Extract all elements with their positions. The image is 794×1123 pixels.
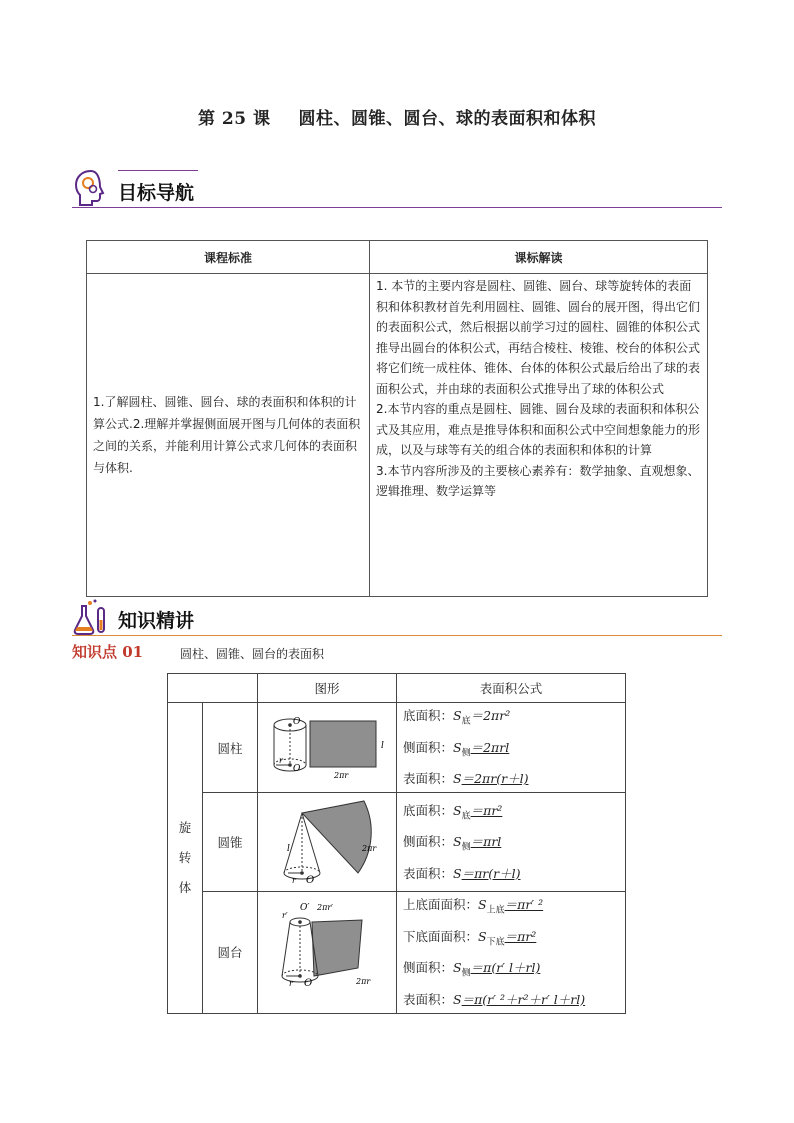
label-o-top: O′ [300,903,310,914]
label-r: r [292,876,296,885]
knowledge-point-label: 知识点 01 [72,643,144,661]
formula-symbol: S [453,834,462,849]
formula-symbol: S [453,991,462,1007]
formula-label: 底面积： [403,802,454,818]
standards-table [86,240,708,597]
formula-label: 表面积： [403,865,454,881]
formula-symbol: S [478,897,487,912]
formula-symbol: S [453,960,462,975]
label-r-top: r′ [282,911,288,921]
formula-subscript: 底 [461,716,471,727]
formula-value: ＝πr² [470,802,503,818]
header-figure: 图形 [258,674,397,703]
section-divider [72,207,722,208]
formula-label: 下底面面积： [403,928,479,944]
head-gears-icon [72,168,110,208]
formula-subscript: 侧 [461,968,471,979]
header-empty [168,674,258,703]
formula-subscript: 底 [461,811,471,821]
formula-value: ＝2πr(r＋l) [461,771,529,786]
group-label-char: 体 [178,879,192,895]
label-o: O [304,978,313,990]
flask-icon [72,598,112,636]
label-circumference: 2πr [356,977,371,987]
formula-symbol: S [453,771,462,786]
formula-value: ＝2πrl [470,739,510,755]
formula-value: ＝πr′ ² [504,897,544,912]
label-circumference-top: 2πr′ [317,903,333,913]
interpretation-p2: 2.本节内容的重点是圆柱、圆锥、圆台及球的表面积和体积公式及其应用，难点是推导体积和面积公式中空间想象能力的形成，以及与球等有关的组合体的表面积和体积的计算 [376,402,701,457]
formula-subscript: 下底 [486,937,505,947]
formula-value: ＝πr² [504,928,537,944]
label-o: O [306,875,315,886]
knowledge-point-subtitle: 圆柱、圆锥、圆台的表面积 [180,647,325,661]
formula-subscript: 上底 [486,905,505,916]
formula-value: ＝2πr² [470,708,511,723]
surface-area-table [167,673,626,1014]
interpretation-p1: 1. 本节的主要内容是圆柱、圆锥、圆台、球等旋转体的表面积和体积教材首先利用圆柱、圆锥、圆台的展开图，得出它们的表面积公式，然后根据以前学习过的圆柱、圆锥的体积公式推导出圆台的体积公式，再结合棱柱、棱锥、校台的体积公式将它们统一成柱体、锥体、台体的体积公式最后给出了球的表面积公式，并由球的表面积公式推导出了球的体积公式 [376,279,701,396]
formula-label: 侧面积： [403,739,454,755]
label-circumference: 2πr [362,844,377,853]
group-label-text [168,813,202,903]
formula-label: 底面积： [403,708,454,723]
label-r: r [289,979,293,989]
shape-name-frustum: 圆台 [203,892,258,1014]
header-top-rule [118,170,198,171]
label-l: l [287,844,290,854]
label-r: r [279,756,283,765]
col-header-interpretation: 课标解读 [370,241,708,274]
cone-net-illustration [262,793,392,888]
shape-name-cone: 圆锥 [203,793,258,892]
frustum-figure [258,892,397,1014]
cone-formulas [397,793,626,892]
frustum-formulas [397,892,626,1014]
section-label: 知识精讲 [118,610,195,632]
formula-value: ＝πr(r＋l) [461,865,521,881]
section-header-knowledge [72,598,722,638]
formula-value: ＝π(r′ l＋rl) [470,960,541,975]
formula-symbol: S [453,708,462,723]
header-formula: 表面积公式 [397,674,626,703]
formula-subscript: 侧 [461,842,471,853]
shape-name-cylinder: 圆柱 [203,703,258,793]
cylinder-figure [258,703,397,793]
group-label-rotation-body [168,703,203,1014]
formula-label: 侧面积： [403,960,454,975]
section-header-goals [72,168,722,208]
formula-subscript: 侧 [461,748,471,758]
formula-symbol: S [453,739,462,755]
formula-symbol: S [478,928,487,944]
cone-figure [258,793,397,892]
section-label: 目标导航 [118,182,195,204]
standard-text: 1.了解圆柱、圆锥、圆台、球的表面积和体积的计算公式.2.理解并掌握侧面展开图与几何体的表面积之间的关系，并能利用计算公式求几何体的表面积与体积. [87,274,370,597]
interpretation-p3: 3.本节内容所涉及的主要核心素养有：数学抽象、直观想象、逻辑推理、数学运算等 [376,463,700,498]
formula-value: ＝πrl [470,834,502,849]
formula-label: 表面积： [403,991,454,1007]
formula-value: ＝π(r′ ²＋r²＋r′ l＋rl) [461,991,586,1007]
cylinder-net-illustration [262,711,392,781]
formula-label: 表面积： [403,771,454,786]
cylinder-formulas [397,703,626,793]
group-label-char: 旋 [178,819,192,835]
label-o-bottom: O [293,764,301,774]
formula-label: 上底面面积： [403,897,479,912]
frustum-net-illustration [262,898,392,1003]
page-title [0,104,794,129]
label-o: O [293,717,301,727]
group-label-char: 转 [178,849,192,865]
formula-symbol: S [453,802,462,818]
lesson-number: 第 25 课 [198,109,271,129]
interpretation-cell [370,274,708,597]
lesson-topic: 圆柱、圆锥、圆台、球的表面积和体积 [298,109,596,129]
label-l: l [381,741,384,751]
label-circumference: 2πr [334,771,349,780]
formula-symbol: S [453,865,462,881]
col-header-standard: 课程标准 [87,241,370,274]
section-divider [72,635,722,636]
formula-label: 侧面积： [403,834,454,849]
